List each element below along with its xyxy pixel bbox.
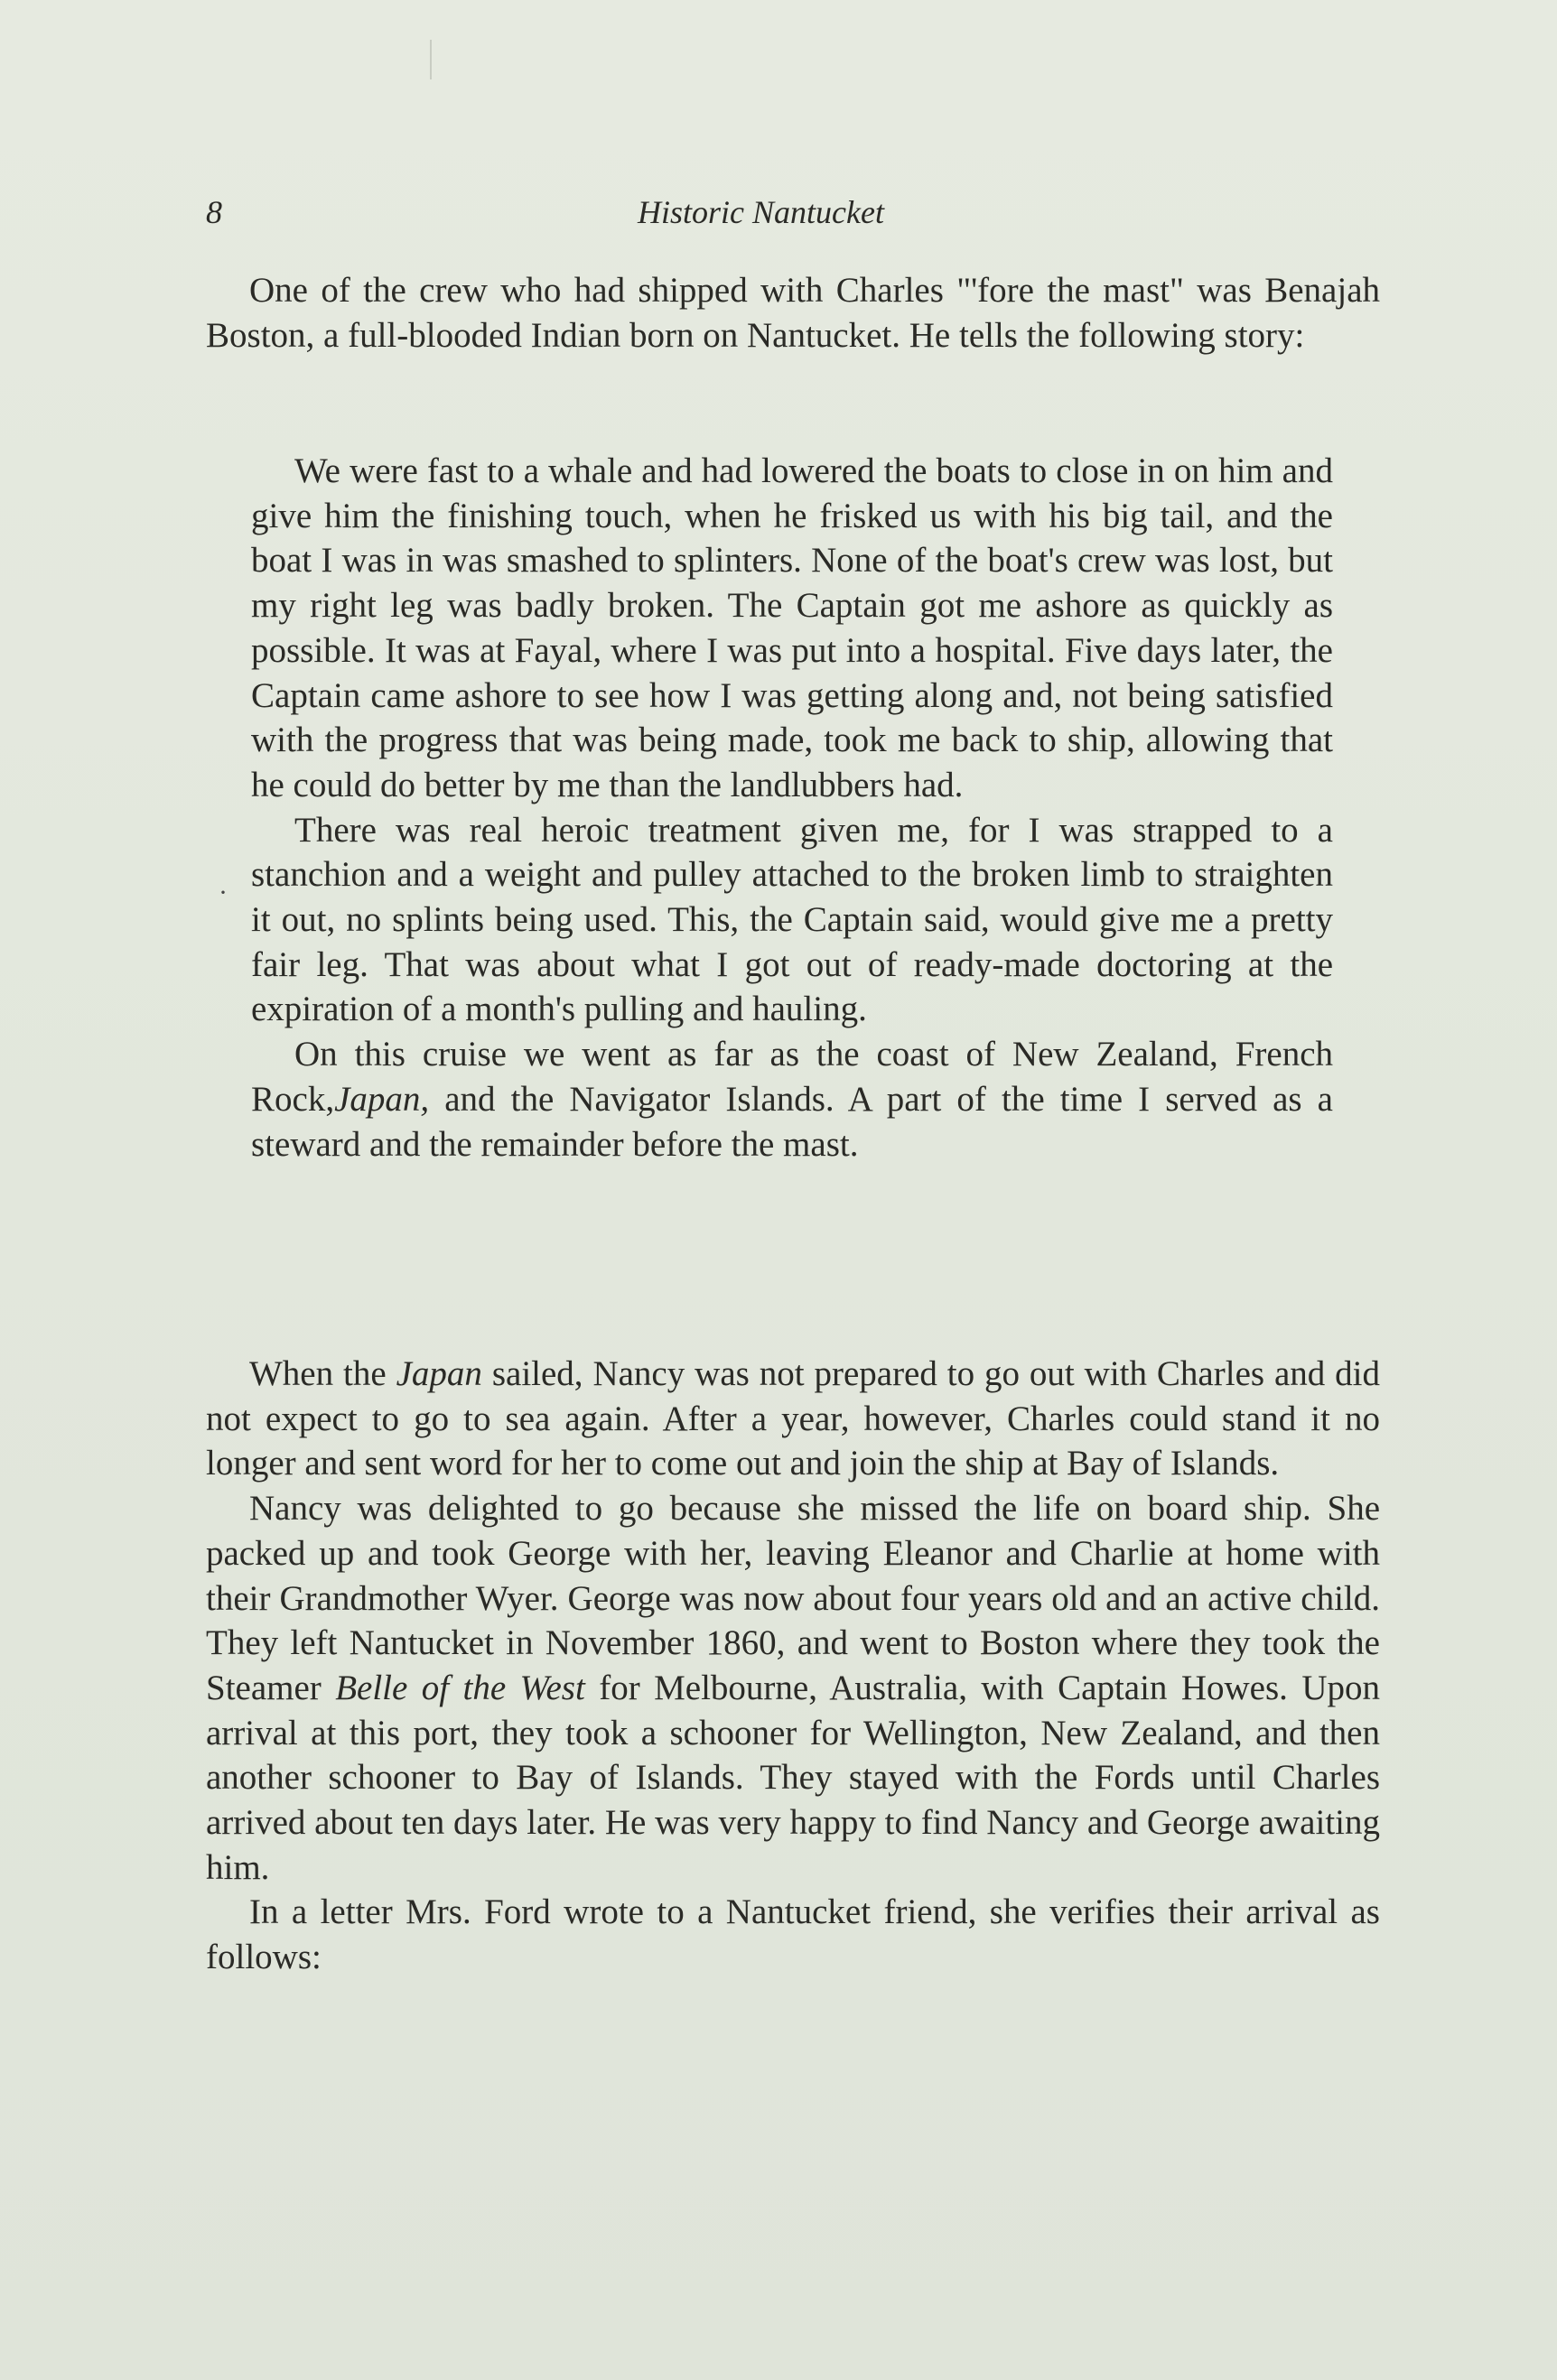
- ship-name-japan: Japan,: [334, 1079, 430, 1119]
- quote-paragraph-2: There was real heroic treatment given me, for I was strapped to a stanchion and a weight and pulley attached to the broken limb to straighten it out, no splints being used. This, the Captain said, would give me a pretty fair leg. That was about what I got out of ready-made doctoring at the expiration of a month's pulling and hauling.: [251, 810, 1333, 1029]
- japan-paragraph: [206, 1352, 1380, 1486]
- quote-paragraph-1: We were fast to a whale and had lowered the boats to close in on him and give him the finishing touch, when he frisked us with his big tail, and the boat I was in was smashed to splinters. None of the boat's crew was lost, but my right leg was badly broken. The Captain got me ashore as quickly as possible. It was at Fayal, where I was put into a hospital. Five days later, the Captain came ashore to see how I was getting along and, not being satisfied with the progress that was being made, took me back to ship, allowing that he could do better by me than the landlubbers had.: [251, 451, 1333, 804]
- ship-name-belle: Belle of the West: [335, 1668, 585, 1707]
- quote-p3-text-after: and the Navigator Islands. A part of the time I served as a steward and the remainder before the mast.: [251, 1079, 1333, 1164]
- japan-text-after: sailed, Nancy was not prepared to go out with Charles and did not expect to go to sea again. After a year, however, Charles could stand it no longer and sent word for her to come out and join the ship at Bay of Islands.: [206, 1354, 1381, 1483]
- japan-text-before: When the: [249, 1354, 387, 1393]
- quote-paragraph-3: [251, 1032, 1333, 1167]
- letter-paragraph: In a letter Mrs. Ford wrote to a Nantucket friend, she verifies their arrival as follows:: [206, 1892, 1380, 1977]
- margin-dot-mark: ·: [219, 878, 228, 907]
- block-quote: [251, 449, 1333, 1167]
- page-header: [206, 190, 1380, 235]
- page-number: 8: [206, 194, 222, 230]
- nancy-text-before: Nancy was delighted to go because she missed the life on board ship. She packed up and took George with her, leaving Eleanor and Charlie at home with their Grandmother Wyer. George was now about four years old and an active child. They left Nantucket in November 1860, and went to Boston where they took the Steamer: [206, 1489, 1380, 1707]
- ship-name-japan-2: Japan: [396, 1354, 482, 1393]
- intro-paragraph-block: [206, 268, 1380, 358]
- paper-mark: [430, 40, 432, 79]
- narrative-block: [206, 1352, 1380, 1980]
- running-head: Historic Nantucket: [638, 194, 884, 230]
- nancy-text-after: for Melbourne, Australia, with Captain Howes. Upon arrival at this port, they took a schooner for Wellington, New Zealand, and then another schooner to Bay of Islands. They stayed with the Fords until Charles arrived about ten days later. He was very happy to find Nancy and George awaiting him.: [206, 1668, 1380, 1887]
- intro-paragraph: One of the crew who had shipped with Charles "'fore the mast" was Benajah Boston, a full-blooded Indian born on Nantucket. He tells the following story:: [206, 271, 1380, 355]
- nancy-paragraph: [206, 1486, 1380, 1890]
- quote-p3-text-before: On this cruise we went as far as the coast of New Zealand, French Rock,: [251, 1035, 1333, 1119]
